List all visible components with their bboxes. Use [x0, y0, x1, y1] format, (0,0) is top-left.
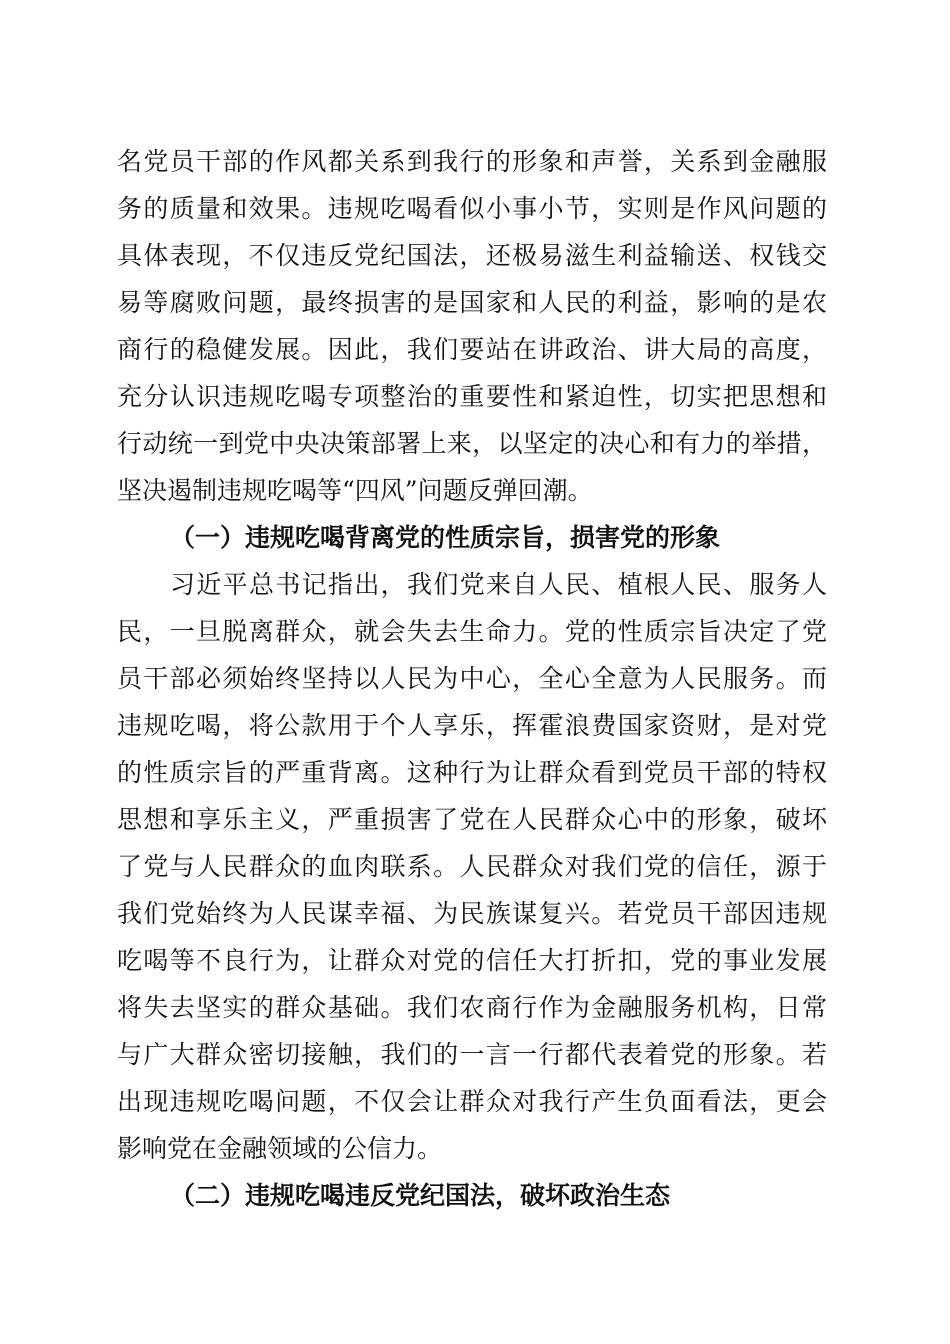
section-heading-2: （二）违规吃喝违反党纪国法，破坏政治生态: [170, 1181, 671, 1210]
paragraph-line: 行动统一到党中央决策部署上来，以坚定的决心和有力的举措，: [117, 429, 827, 458]
paragraph-line: 的性质宗旨的严重背离。这种行为让群众看到党员干部的特权: [117, 758, 827, 787]
paragraph-line: 出现违规吃喝问题，不仅会让群众对我行产生负面看法，更会: [117, 1087, 827, 1116]
paragraph-line: 名党员干部的作风都关系到我行的形象和声誉，关系到金融服: [117, 147, 827, 176]
paragraph-line: 具体表现，不仅违反党纪国法，还极易滋生利益输送、权钱交: [117, 241, 827, 270]
paragraph-line: 坚决遏制违规吃喝等“四风”问题反弹回潮。: [117, 476, 593, 505]
paragraph-line: 将失去坚实的群众基础。我们农商行作为金融服务机构，日常: [117, 993, 827, 1022]
paragraph-line: 民，一旦脱离群众，就会失去生命力。党的性质宗旨决定了党: [117, 617, 827, 646]
paragraph-line: 违规吃喝，将公款用于个人享乐，挥霍浪费国家资财，是对党: [117, 711, 827, 740]
paragraph-line: 与广大群众密切接触，我们的一言一行都代表着党的形象。若: [117, 1040, 827, 1069]
paragraph-line: 吃喝等不良行为，让群众对党的信任大打折扣，党的事业发展: [117, 946, 827, 975]
paragraph-line: 影响党在金融领域的公信力。: [117, 1134, 443, 1163]
paragraph-line: 习近平总书记指出，我们党来自人民、植根人民、服务人: [170, 570, 827, 599]
paragraph-line: 员干部必须始终坚持以人民为中心，全心全意为人民服务。而: [117, 664, 827, 693]
paragraph-line: 了党与人民群众的血肉联系。人民群众对我们党的信任，源于: [117, 852, 827, 881]
section-heading-1: （一）违规吃喝背离党的性质宗旨，损害党的形象: [170, 523, 721, 552]
paragraph-line: 务的质量和效果。违规吃喝看似小事小节，实则是作风问题的: [117, 194, 827, 223]
paragraph-line: 商行的稳健发展。因此，我们要站在讲政治、讲大局的高度，: [117, 335, 827, 364]
paragraph-line: 易等腐败问题，最终损害的是国家和人民的利益，影响的是农: [117, 288, 827, 317]
paragraph-line: 思想和享乐主义，严重损害了党在人民群众心中的形象，破坏: [117, 805, 827, 834]
paragraph-line: 我们党始终为人民谋幸福、为民族谋复兴。若党员干部因违规: [117, 899, 827, 928]
paragraph-line: 充分认识违规吃喝专项整治的重要性和紧迫性，切实把思想和: [117, 382, 827, 411]
